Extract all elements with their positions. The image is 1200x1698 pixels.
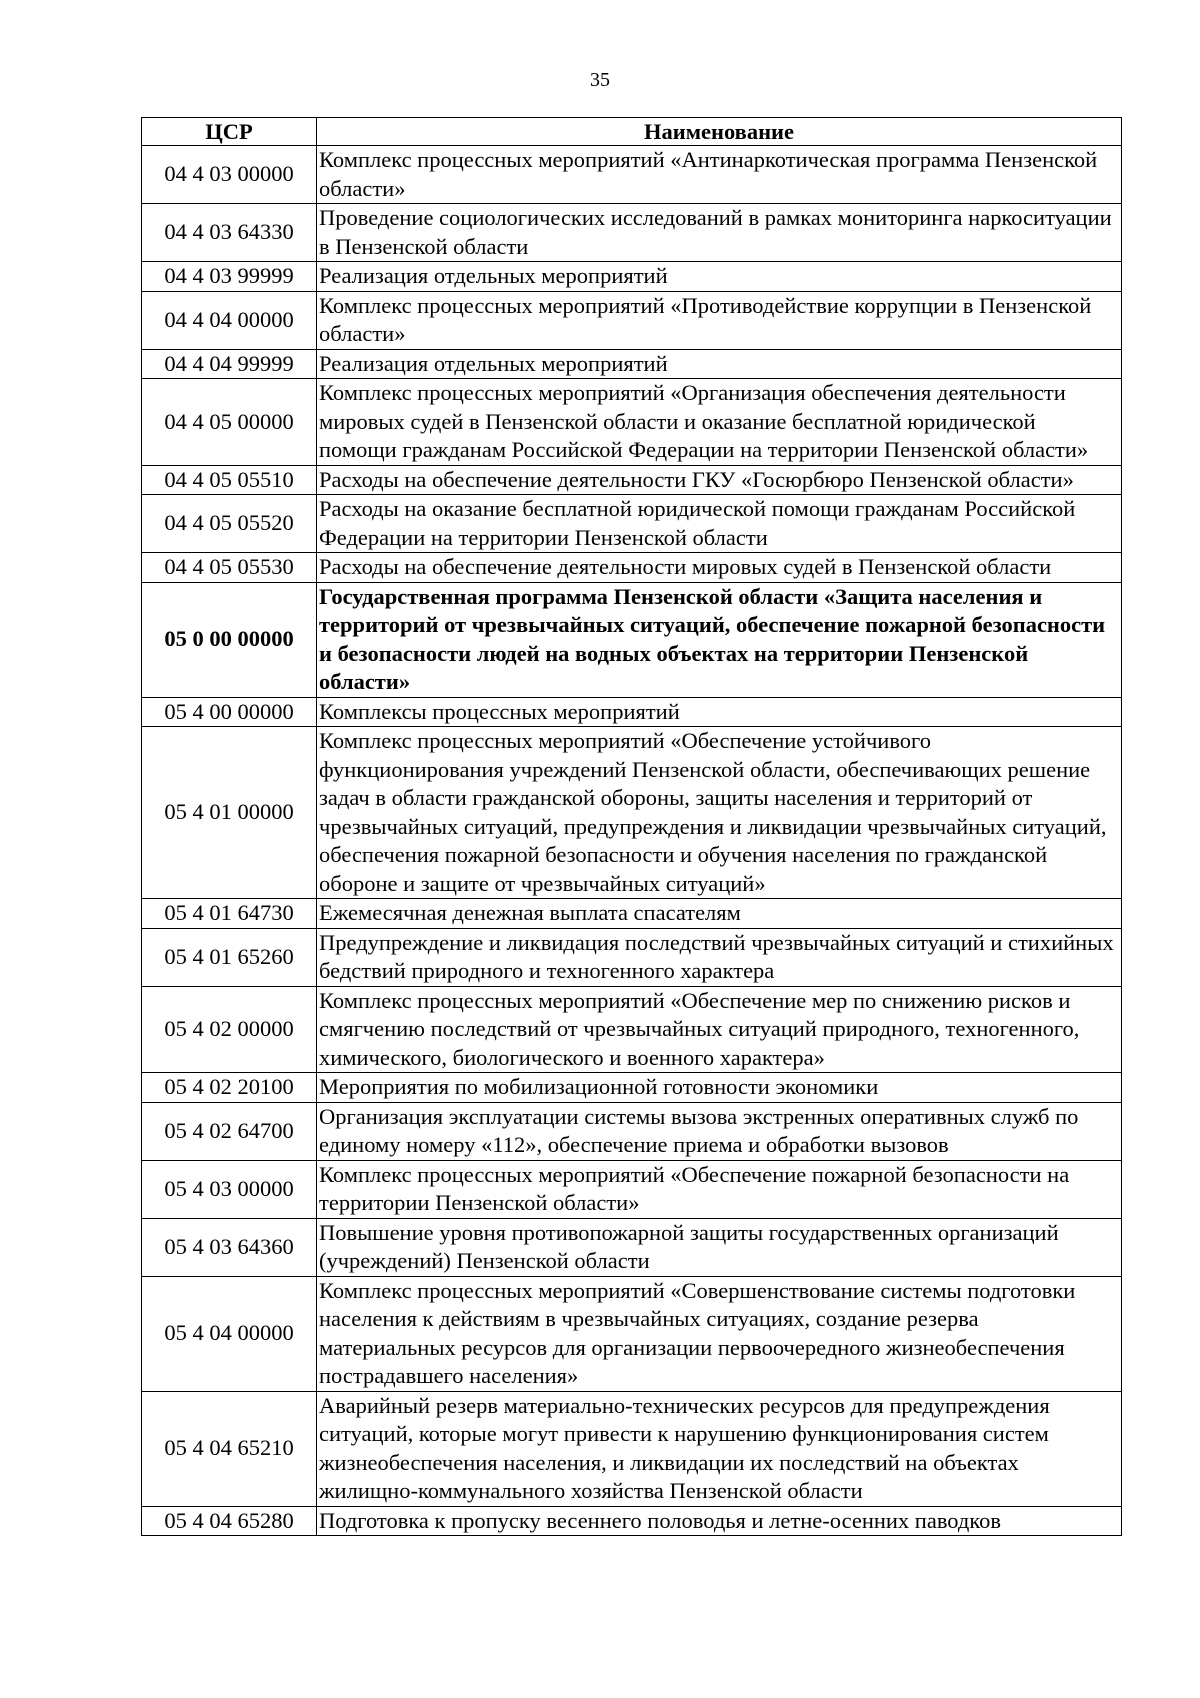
row-name: Повышение уровня противопожарной защиты государственных организаций (учреждений) Пензенской области xyxy=(317,1218,1122,1276)
header-name: Наименование xyxy=(317,118,1122,146)
row-name: Комплексы процессных мероприятий xyxy=(317,697,1122,727)
row-code: 05 0 00 00000 xyxy=(142,582,317,697)
table-row xyxy=(142,1391,1122,1506)
row-code: 04 4 04 99999 xyxy=(142,349,317,379)
row-code: 04 4 05 05530 xyxy=(142,553,317,583)
table-row xyxy=(142,1276,1122,1391)
table-row xyxy=(142,495,1122,553)
table-row xyxy=(142,1102,1122,1160)
table-row xyxy=(142,465,1122,495)
row-name: Ежемесячная денежная выплата спасателям xyxy=(317,899,1122,929)
row-code: 05 4 04 00000 xyxy=(142,1276,317,1391)
row-name: Аварийный резерв материально-технических ресурсов для предупреждения ситуаций, которые могут привести к нарушению функционирования систем жизнеобеспечения населения, и ликвидации их последствий на объектах жилищно-коммунального хозяйства Пензенской области xyxy=(317,1391,1122,1506)
table-row xyxy=(142,146,1122,204)
table-row xyxy=(142,986,1122,1073)
row-name: Мероприятия по мобилизационной готовности экономики xyxy=(317,1073,1122,1103)
row-code: 04 4 05 00000 xyxy=(142,379,317,466)
row-name: Комплекс процессных мероприятий «Обеспечение пожарной безопасности на территории Пензенской области» xyxy=(317,1160,1122,1218)
table-header-row xyxy=(142,118,1122,146)
row-name: Комплекс процессных мероприятий «Антинаркотическая программа Пензенской области» xyxy=(317,146,1122,204)
table-row xyxy=(142,1073,1122,1103)
row-code: 05 4 00 00000 xyxy=(142,697,317,727)
row-name: Проведение социологических исследований в рамках мониторинга наркоситуации в Пензенской области xyxy=(317,204,1122,262)
table-row xyxy=(142,1160,1122,1218)
table-row xyxy=(142,899,1122,929)
budget-classification-table xyxy=(141,117,1122,1536)
table-row xyxy=(142,349,1122,379)
row-name: Комплекс процессных мероприятий «Организация обеспечения деятельности мировых судей в Пензенской области и оказание бесплатной юридической помощи гражданам Российской Федерации на территории Пензенской области» xyxy=(317,379,1122,466)
row-name: Реализация отдельных мероприятий xyxy=(317,349,1122,379)
row-code: 04 4 05 05520 xyxy=(142,495,317,553)
table-row xyxy=(142,697,1122,727)
row-code: 05 4 02 64700 xyxy=(142,1102,317,1160)
page-number: 35 xyxy=(590,69,610,91)
table-body xyxy=(142,146,1122,1536)
row-code: 04 4 04 00000 xyxy=(142,291,317,349)
row-name: Расходы на обеспечение деятельности мировых судей в Пензенской области xyxy=(317,553,1122,583)
row-code: 04 4 03 64330 xyxy=(142,204,317,262)
row-code: 05 4 04 65280 xyxy=(142,1506,317,1536)
row-code: 05 4 03 64360 xyxy=(142,1218,317,1276)
row-code: 04 4 05 05510 xyxy=(142,465,317,495)
row-code: 05 4 02 20100 xyxy=(142,1073,317,1103)
row-name: Комплекс процессных мероприятий «Противодействие коррупции в Пензенской области» xyxy=(317,291,1122,349)
row-name: Государственная программа Пензенской области «Защита населения и территорий от чрезвычайных ситуаций, обеспечение пожарной безопасности и безопасности людей на водных объектах на территории Пензенской области» xyxy=(317,582,1122,697)
row-name: Расходы на оказание бесплатной юридической помощи гражданам Российской Федерации на территории Пензенской области xyxy=(317,495,1122,553)
row-name: Организация эксплуатации системы вызова экстренных оперативных служб по единому номеру «112», обеспечение приема и обработки вызовов xyxy=(317,1102,1122,1160)
table-row xyxy=(142,1506,1122,1536)
table-row xyxy=(142,204,1122,262)
table-row xyxy=(142,379,1122,466)
row-code: 05 4 04 65210 xyxy=(142,1391,317,1506)
row-name: Подготовка к пропуску весеннего половодья и летне-осенних паводков xyxy=(317,1506,1122,1536)
row-code: 05 4 01 64730 xyxy=(142,899,317,929)
header-code: ЦСР xyxy=(142,118,317,146)
row-name: Комплекс процессных мероприятий «Обеспечение устойчивого функционирования учреждений Пензенской области, обеспечивающих решение задач в области гражданской обороны, защиты населения и территорий от чрезвычайных ситуаций, предупреждения и ликвидации чрезвычайных ситуаций, обеспечения пожарной безопасности и обучения населения по гражданской обороне и защите от чрезвычайных ситуаций» xyxy=(317,727,1122,899)
row-name: Предупреждение и ликвидация последствий чрезвычайных ситуаций и стихийных бедствий природного и техногенного характера xyxy=(317,928,1122,986)
table-row xyxy=(142,553,1122,583)
row-code: 04 4 03 00000 xyxy=(142,146,317,204)
row-code: 05 4 02 00000 xyxy=(142,986,317,1073)
table-row xyxy=(142,291,1122,349)
table-row xyxy=(142,928,1122,986)
row-code: 05 4 03 00000 xyxy=(142,1160,317,1218)
row-code: 04 4 03 99999 xyxy=(142,262,317,292)
table-row xyxy=(142,1218,1122,1276)
row-name: Комплекс процессных мероприятий «Обеспечение мер по снижению рисков и смягчению последствий от чрезвычайных ситуаций природного, техногенного, химического, биологического и военного характера» xyxy=(317,986,1122,1073)
table-row xyxy=(142,582,1122,697)
row-code: 05 4 01 00000 xyxy=(142,727,317,899)
table-row xyxy=(142,262,1122,292)
table-row xyxy=(142,727,1122,899)
row-name: Реализация отдельных мероприятий xyxy=(317,262,1122,292)
row-name: Расходы на обеспечение деятельности ГКУ «Госюрбюро Пензенской области» xyxy=(317,465,1122,495)
row-code: 05 4 01 65260 xyxy=(142,928,317,986)
row-name: Комплекс процессных мероприятий «Совершенствование системы подготовки населения к действиям в чрезвычайных ситуациях, создание резерва материальных ресурсов для организации первоочередного жизнеобеспечения пострадавшего населения» xyxy=(317,1276,1122,1391)
